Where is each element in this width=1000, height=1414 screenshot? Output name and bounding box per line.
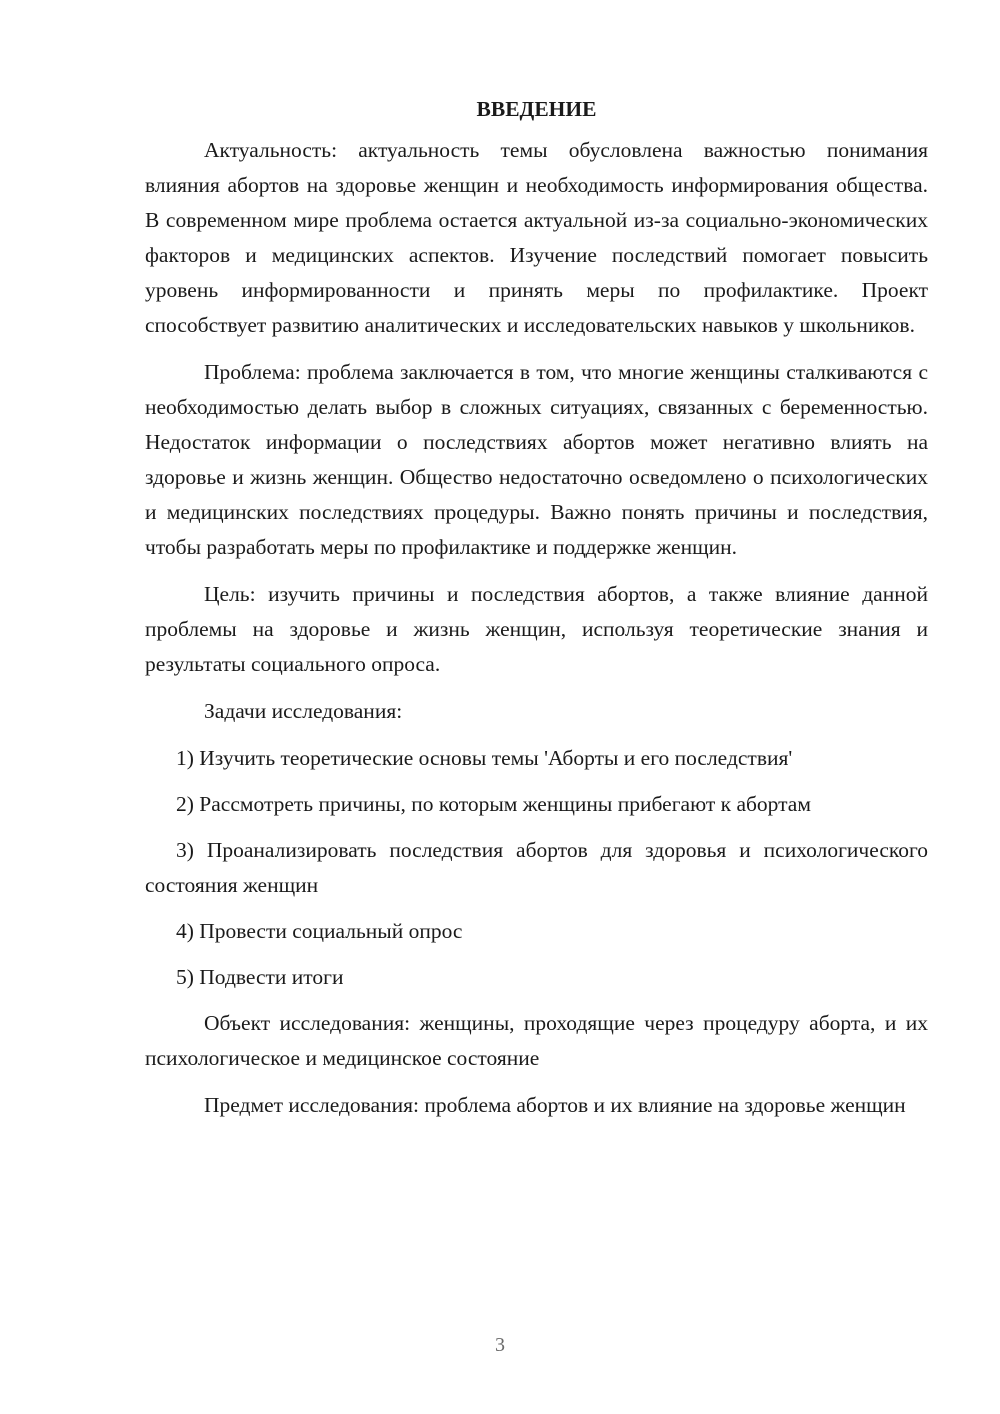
task-item-1: 1) Изучить теоретические основы темы 'Аборты и его последствия' (176, 746, 793, 770)
task-item-2: 2) Рассмотреть причины, по которым женщины прибегают к абортам (176, 792, 811, 816)
page-content (145, 92, 928, 1135)
paragraph-relevance: Актуальность: актуальность темы обусловлена важностью понимания влияния абортов на здоровье женщин и необходимость информирования общества. В современном мире проблема остается актуальной из-за социально-экономических факторов и медицинских аспектов. Изучение последствий помогает повысить уровень информированности и принять меры по профилактике. Проект способствует развитию аналитических и исследовательских навыков у школьников. (145, 138, 928, 337)
page-number: 3 (495, 1334, 505, 1356)
task-item-5: 5) Подвести итоги (176, 965, 344, 989)
task-item-4: 4) Провести социальный опрос (176, 919, 463, 943)
paragraph-problem: Проблема: проблема заключается в том, что многие женщины сталкиваются с необходимостью делать выбор в сложных ситуациях, связанных с беременностью. Недостаток информации о последствиях абортов может негативно влиять на здоровье и жизнь женщин. Общество недостаточно осведомлено о психологических и медицинских последствиях процедуры. Важно понять причины и последствия, чтобы разработать меры по профилактике и поддержке женщин. (145, 360, 928, 559)
paragraph-subject: Предмет исследования: проблема абортов и их влияние на здоровье женщин (204, 1093, 906, 1117)
paragraph-object: Объект исследования: женщины, проходящие через процедуру аборта, и их психологическое и медицинское состояние (145, 1011, 928, 1070)
section-title: ВВЕДЕНИЕ (476, 97, 597, 121)
task-item-3: 3) Проанализировать последствия абортов для здоровья и психологического состояния женщин (145, 838, 928, 897)
paragraph-goal: Цель: изучить причины и последствия абортов, а также влияние данной проблемы на здоровье и жизнь женщин, используя теоретические знания и результаты социального опроса. (145, 582, 928, 676)
tasks-heading: Задачи исследования: (204, 699, 403, 723)
